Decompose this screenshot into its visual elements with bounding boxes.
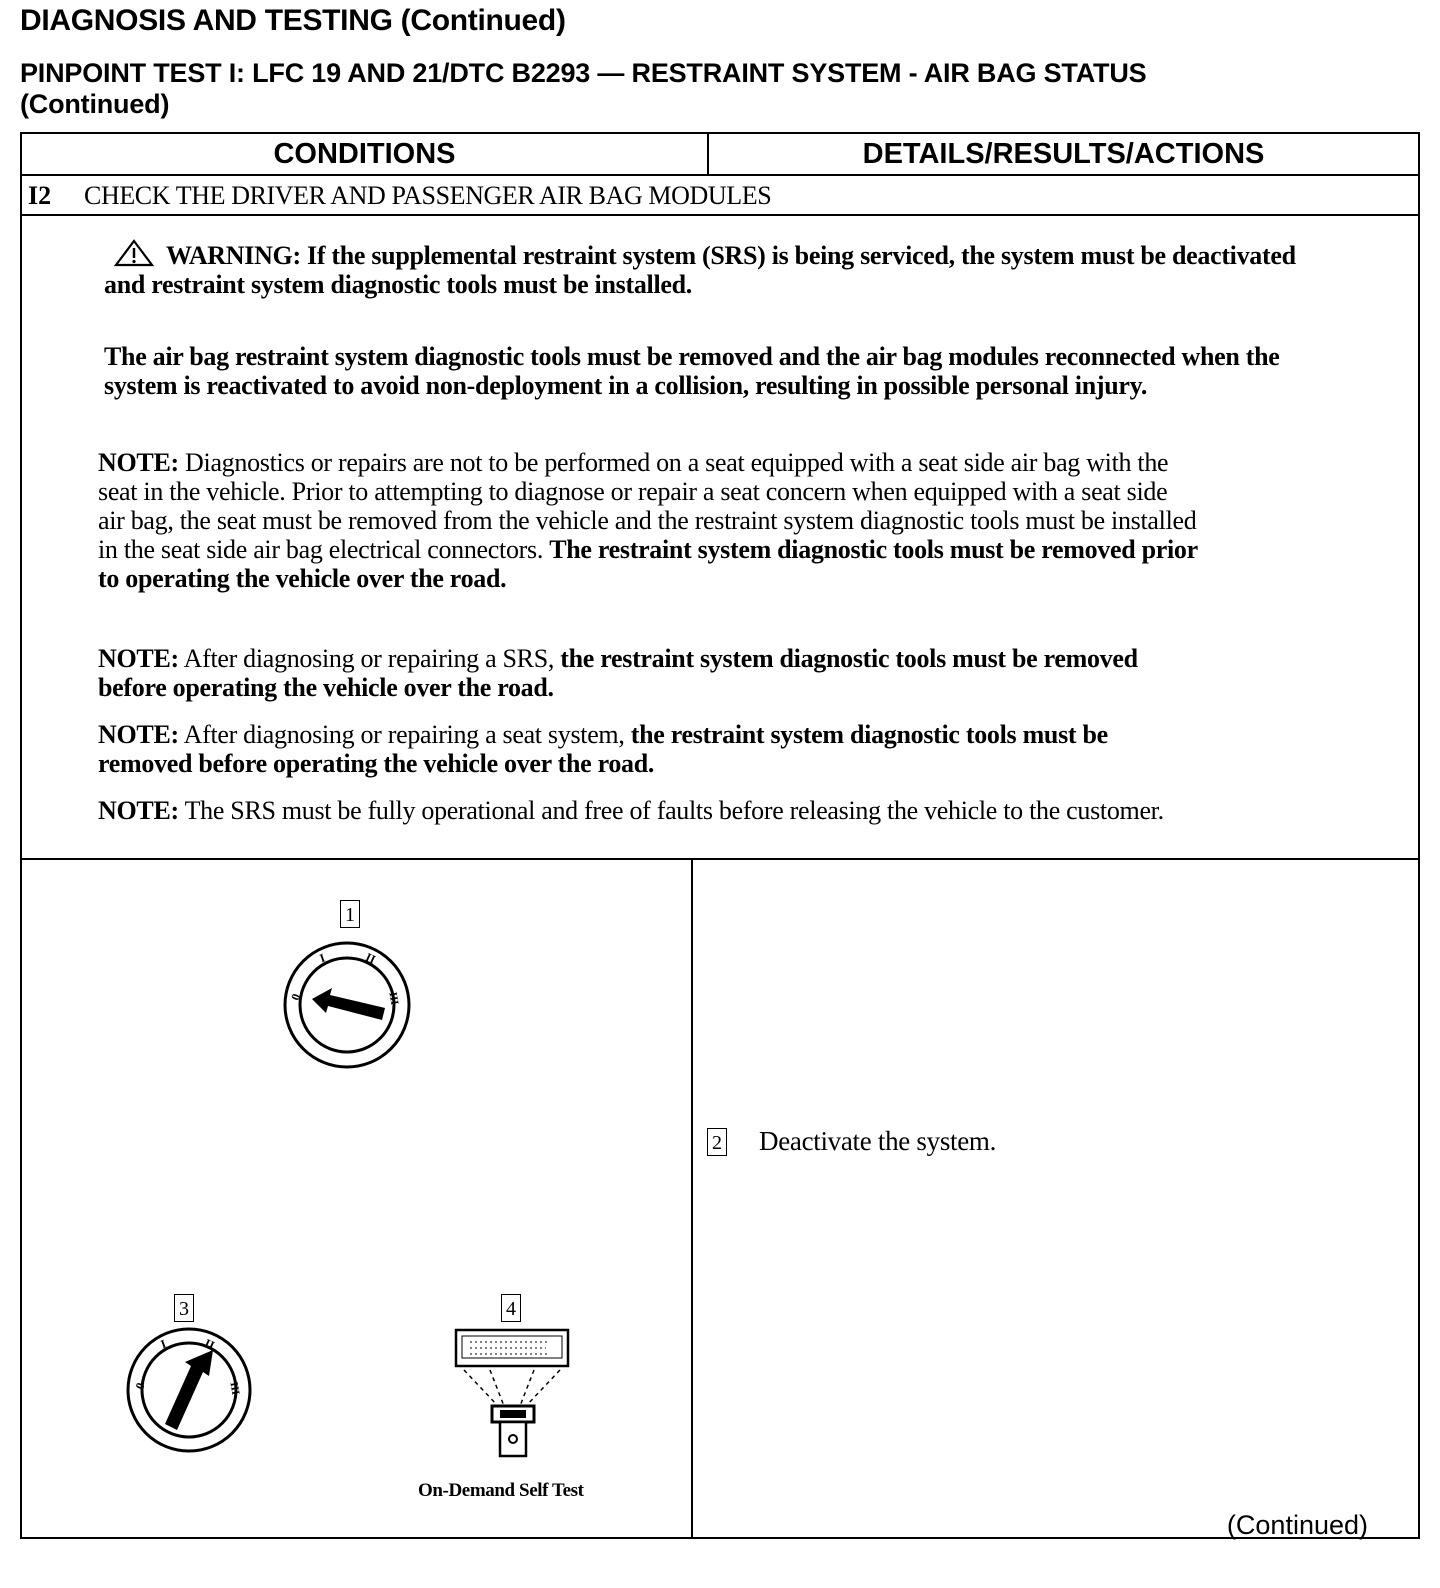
note-label: NOTE: <box>98 796 179 825</box>
table-header <box>22 134 1418 176</box>
figure-caption: On-Demand Self Test <box>418 1480 584 1501</box>
step-title: CHECK THE DRIVER AND PASSENGER AIR BAG MODULES <box>84 181 772 210</box>
note-label: NOTE: <box>98 720 179 749</box>
note-text: After diagnosing or repairing a seat system, <box>178 720 631 749</box>
ignition-switch-off-icon <box>282 940 412 1070</box>
callout-3: 3 <box>174 1294 194 1322</box>
switch-label-2: II <box>363 949 378 967</box>
column-header-details: DETAILS/RESULTS/ACTIONS <box>862 138 1265 170</box>
conditions-cell <box>22 860 693 1537</box>
switch-label-3: III <box>227 1381 242 1396</box>
warnings-and-notes <box>22 216 1418 860</box>
note-text: After diagnosing or repairing a SRS, <box>178 644 561 673</box>
note-bold-text: the restraint system diagnostic tools must be removed before operating the vehicle over the road. <box>98 644 1138 702</box>
continued-footer: (Continued) <box>1226 1510 1368 1540</box>
warning-paragraph <box>104 239 1334 299</box>
switch-label-1: I <box>158 1336 168 1352</box>
warning-triangle-icon <box>114 239 154 267</box>
callout-4: 4 <box>501 1294 521 1322</box>
switch-label-0: 0 <box>132 1380 148 1392</box>
pinpoint-test-table <box>20 132 1420 1539</box>
switch-label-1: I <box>317 950 327 966</box>
pinpoint-test-title <box>20 58 1420 120</box>
note-text: The SRS must be fully operational and free of faults before releasing the vehicle to the customer. <box>178 796 1164 825</box>
warning-text: If the supplemental restraint system (SRS) is being serviced, the system must be deactivated and restraint system diagnostic tools must be installed. <box>104 241 1296 299</box>
note-text: Diagnostics or repairs are not to be performed on a seat equipped with a seat side air bag with the seat in the vehicle. Prior to attempting to diagnose or repair a seat concern when equipped with a seat side air bag, the seat must be removed from the vehicle and the restraint system diagnostic tools must be installed in the seat side air bag electrical connectors. <box>98 448 1197 564</box>
step-body <box>22 860 1418 1537</box>
test-title-line-1: PINPOINT TEST I: LFC 19 AND 21/DTC B2293 — RESTRAINT SYSTEM - AIR BAG STATUS <box>20 58 1147 88</box>
note-label: NOTE: <box>98 448 179 477</box>
page-title: DIAGNOSIS AND TESTING (Continued) <box>20 4 566 37</box>
note-label: NOTE: <box>98 644 179 673</box>
warning-label: WARNING: <box>166 241 301 270</box>
switch-label-3: III <box>386 991 401 1006</box>
switch-label-2: II <box>202 1335 217 1353</box>
callout-1: 1 <box>340 900 360 928</box>
note-after-srs-repair <box>98 644 1198 702</box>
scan-tool-self-test-icon <box>450 1326 574 1476</box>
note-bold-text: The restraint system diagnostic tools must be removed prior to operating the vehicle over the road. <box>98 535 1198 593</box>
action-text: Deactivate the system. <box>759 1126 997 1156</box>
details-cell <box>693 860 1418 1537</box>
note-bold-text: the restraint system diagnostic tools must be removed before operating the vehicle over the road. <box>98 720 1108 778</box>
note-diagnostics-seat <box>98 448 1198 593</box>
note-srs-operational <box>98 796 1198 825</box>
warning-paragraph-2: The air bag restraint system diagnostic tools must be removed and the air bag modules reconnected when the system is reactivated to avoid non-deployment in a collision, resulting in possible personal injury. <box>104 342 1280 400</box>
test-title-line-2: (Continued) <box>20 89 170 119</box>
column-header-conditions: CONDITIONS <box>22 134 709 174</box>
ignition-switch-run-icon <box>125 1326 253 1454</box>
note-after-seat-repair <box>98 720 1198 778</box>
step-number: I2 <box>28 181 52 210</box>
switch-label-0: 0 <box>288 991 304 1003</box>
step-row <box>22 176 1418 216</box>
callout-2: 2 <box>707 1128 727 1156</box>
